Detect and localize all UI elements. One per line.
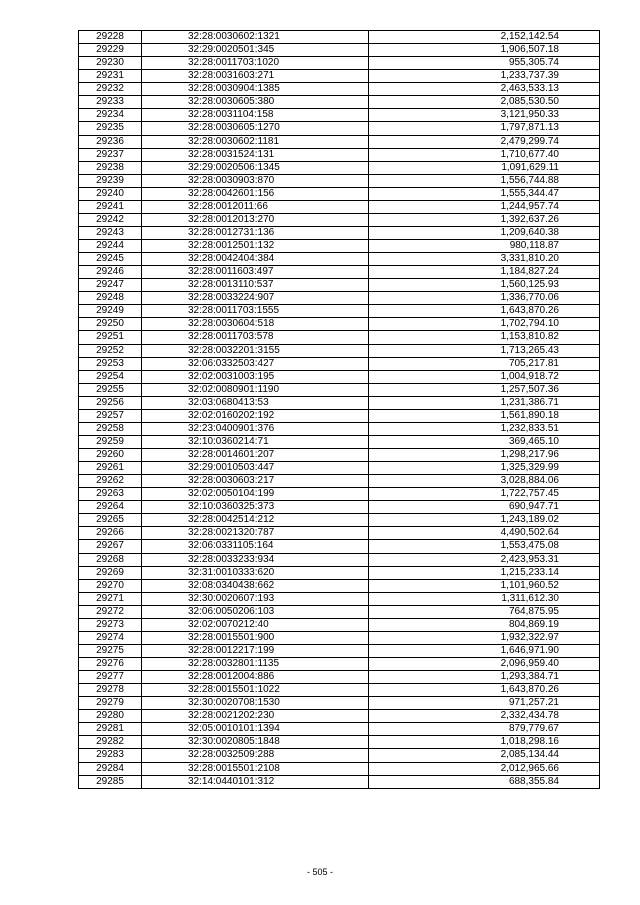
table-row [79, 70, 600, 83]
cadastral-number-cell: 32:28:0012011:66 [142, 200, 369, 213]
cadastral-number-cell: 32:28:0012217:199 [142, 644, 369, 657]
amount-cell: 1,713,265.43 [369, 344, 600, 357]
amount-cell: 1,293,384.71 [369, 671, 600, 684]
row-number-cell: 29240 [79, 187, 142, 200]
table-row [79, 266, 600, 279]
cadastral-number-cell: 32:28:0012731:136 [142, 226, 369, 239]
table-row [79, 109, 600, 122]
cadastral-number-cell: 32:28:0030603:217 [142, 475, 369, 488]
row-number-cell: 29258 [79, 422, 142, 435]
table-row [79, 435, 600, 448]
table-row [79, 161, 600, 174]
row-number-cell: 29274 [79, 631, 142, 644]
amount-cell: 4,490,502.64 [369, 527, 600, 540]
row-number-cell: 29244 [79, 240, 142, 253]
cadastral-number-cell: 32:28:0042514:212 [142, 514, 369, 527]
table-row [79, 775, 600, 788]
cadastral-number-cell: 32:31:0010333:620 [142, 566, 369, 579]
row-number-cell: 29278 [79, 684, 142, 697]
amount-cell: 1,722,757.45 [369, 488, 600, 501]
row-number-cell: 29269 [79, 566, 142, 579]
table-row [79, 396, 600, 409]
table-row [79, 370, 600, 383]
amount-cell: 1,906,507.18 [369, 44, 600, 57]
table-row [79, 540, 600, 553]
cadastral-number-cell: 32:28:0014601:207 [142, 449, 369, 462]
amount-cell: 1,244,957.74 [369, 200, 600, 213]
table-row [79, 305, 600, 318]
row-number-cell: 29249 [79, 305, 142, 318]
cadastral-number-cell: 32:28:0021202:230 [142, 710, 369, 723]
amount-cell: 1,325,329.99 [369, 462, 600, 475]
row-number-cell: 29247 [79, 279, 142, 292]
cadastral-number-cell: 32:08:0340438:662 [142, 579, 369, 592]
table-row [79, 658, 600, 671]
amount-cell: 1,561,890.18 [369, 409, 600, 422]
amount-cell: 1,257,507.36 [369, 383, 600, 396]
amount-cell: 1,101,960.52 [369, 579, 600, 592]
table-row [79, 605, 600, 618]
row-number-cell: 29261 [79, 462, 142, 475]
table-row [79, 44, 600, 57]
cadastral-number-cell: 32:28:0031524:131 [142, 148, 369, 161]
cadastral-number-cell: 32:28:0030605:380 [142, 96, 369, 109]
amount-cell: 2,332,434.78 [369, 710, 600, 723]
table-row [79, 697, 600, 710]
cadastral-number-cell: 32:28:0030602:1181 [142, 135, 369, 148]
table-row [79, 357, 600, 370]
amount-cell: 1,311,612.30 [369, 592, 600, 605]
table-row [79, 449, 600, 462]
table-row [79, 57, 600, 70]
table-row [79, 96, 600, 109]
table-row [79, 344, 600, 357]
amount-cell: 764,875.95 [369, 605, 600, 618]
table-row [79, 226, 600, 239]
row-number-cell: 29256 [79, 396, 142, 409]
amount-cell: 1,209,640.38 [369, 226, 600, 239]
cadastral-number-cell: 32:03:0680413:53 [142, 396, 369, 409]
table-row [79, 187, 600, 200]
table-row [79, 762, 600, 775]
row-number-cell: 29231 [79, 70, 142, 83]
amount-cell: 1,646,971.90 [369, 644, 600, 657]
row-number-cell: 29228 [79, 31, 142, 44]
row-number-cell: 29284 [79, 762, 142, 775]
cadastral-number-cell: 32:02:0070212:40 [142, 618, 369, 631]
row-number-cell: 29264 [79, 501, 142, 514]
amount-cell: 1,091,629.11 [369, 161, 600, 174]
amount-cell: 1,392,637.26 [369, 213, 600, 226]
amount-cell: 1,556,744.88 [369, 174, 600, 187]
table-row [79, 279, 600, 292]
cadastral-number-cell: 32:28:0012004:886 [142, 671, 369, 684]
table-row [79, 527, 600, 540]
amount-cell: 1,153,810.82 [369, 331, 600, 344]
cadastral-number-cell: 32:28:0011603:497 [142, 266, 369, 279]
cadastral-number-cell: 32:28:0030903:870 [142, 174, 369, 187]
amount-cell: 1,336,770.06 [369, 292, 600, 305]
cadastral-number-cell: 32:28:0030904:1385 [142, 83, 369, 96]
row-number-cell: 29281 [79, 723, 142, 736]
amount-cell: 2,423,953.31 [369, 553, 600, 566]
cadastral-number-cell: 32:28:0031104:158 [142, 109, 369, 122]
row-number-cell: 29234 [79, 109, 142, 122]
cadastral-number-cell: 32:06:0050206:103 [142, 605, 369, 618]
row-number-cell: 29283 [79, 749, 142, 762]
cadastral-number-cell: 32:10:0360214:71 [142, 435, 369, 448]
cadastral-number-cell: 32:23:0400901:376 [142, 422, 369, 435]
row-number-cell: 29236 [79, 135, 142, 148]
amount-cell: 3,121,950.33 [369, 109, 600, 122]
amount-cell: 2,463,533.13 [369, 83, 600, 96]
row-number-cell: 29272 [79, 605, 142, 618]
table-row [79, 135, 600, 148]
row-number-cell: 29250 [79, 318, 142, 331]
cadastral-number-cell: 32:28:0030604:518 [142, 318, 369, 331]
table-row [79, 631, 600, 644]
cadastral-number-cell: 32:05:0010101:1394 [142, 723, 369, 736]
row-number-cell: 29232 [79, 83, 142, 96]
table-row [79, 331, 600, 344]
amount-cell: 2,152,142.54 [369, 31, 600, 44]
row-number-cell: 29275 [79, 644, 142, 657]
table-row [79, 566, 600, 579]
table-row [79, 240, 600, 253]
table-row [79, 31, 600, 44]
table-body [79, 31, 600, 789]
table-row [79, 671, 600, 684]
amount-cell: 2,085,134.44 [369, 749, 600, 762]
amount-cell: 688,355.84 [369, 775, 600, 788]
table-row [79, 409, 600, 422]
row-number-cell: 29253 [79, 357, 142, 370]
amount-cell: 1,215,233.14 [369, 566, 600, 579]
row-number-cell: 29243 [79, 226, 142, 239]
cadastral-number-cell: 32:29:0010503:447 [142, 462, 369, 475]
amount-cell: 2,479,299.74 [369, 135, 600, 148]
row-number-cell: 29245 [79, 253, 142, 266]
row-number-cell: 29239 [79, 174, 142, 187]
amount-cell: 3,331,810.20 [369, 253, 600, 266]
cadastral-number-cell: 32:14:0440101:312 [142, 775, 369, 788]
row-number-cell: 29246 [79, 266, 142, 279]
row-number-cell: 29267 [79, 540, 142, 553]
amount-cell: 2,096,959.40 [369, 658, 600, 671]
row-number-cell: 29263 [79, 488, 142, 501]
table-row [79, 213, 600, 226]
row-number-cell: 29285 [79, 775, 142, 788]
cadastral-number-cell: 32:28:0031603:271 [142, 70, 369, 83]
row-number-cell: 29254 [79, 370, 142, 383]
row-number-cell: 29242 [79, 213, 142, 226]
cadastral-number-cell: 32:28:0013110:537 [142, 279, 369, 292]
cadastral-number-cell: 32:28:0015501:900 [142, 631, 369, 644]
page-number: - 505 - [306, 867, 333, 877]
cadastral-number-cell: 32:02:0080901:1190 [142, 383, 369, 396]
table-row [79, 148, 600, 161]
amount-cell: 1,797,871.13 [369, 122, 600, 135]
table-row [79, 253, 600, 266]
row-number-cell: 29273 [79, 618, 142, 631]
amount-cell: 1,298,217.96 [369, 449, 600, 462]
row-number-cell: 29265 [79, 514, 142, 527]
amount-cell: 1,184,827.24 [369, 266, 600, 279]
table-row [79, 553, 600, 566]
cadastral-number-cell: 32:28:0011703:1020 [142, 57, 369, 70]
cadastral-number-cell: 32:28:0033233:934 [142, 553, 369, 566]
row-number-cell: 29229 [79, 44, 142, 57]
row-number-cell: 29233 [79, 96, 142, 109]
amount-cell: 2,085,530.50 [369, 96, 600, 109]
cadastral-number-cell: 32:28:0011703:578 [142, 331, 369, 344]
row-number-cell: 29268 [79, 553, 142, 566]
amount-cell: 369,465.10 [369, 435, 600, 448]
amount-cell: 1,555,344.47 [369, 187, 600, 200]
amount-cell: 1,643,870.26 [369, 684, 600, 697]
table-row [79, 684, 600, 697]
table-row [79, 736, 600, 749]
amount-cell: 804,869.19 [369, 618, 600, 631]
amount-cell: 1,560,125.93 [369, 279, 600, 292]
table-row [79, 200, 600, 213]
table-row [79, 488, 600, 501]
amount-cell: 1,233,737.39 [369, 70, 600, 83]
cadastral-number-cell: 32:28:0042601:156 [142, 187, 369, 200]
cadastral-number-cell: 32:28:0015501:1022 [142, 684, 369, 697]
cadastral-number-cell: 32:10:0360325:373 [142, 501, 369, 514]
table-row [79, 83, 600, 96]
cadastral-number-cell: 32:30:0020708:1530 [142, 697, 369, 710]
row-number-cell: 29282 [79, 736, 142, 749]
row-number-cell: 29257 [79, 409, 142, 422]
row-number-cell: 29237 [79, 148, 142, 161]
cadastral-number-cell: 32:28:0015501:2108 [142, 762, 369, 775]
row-number-cell: 29260 [79, 449, 142, 462]
row-number-cell: 29238 [79, 161, 142, 174]
cadastral-number-cell: 32:30:0020805:1848 [142, 736, 369, 749]
cadastral-number-cell: 32:28:0030602:1321 [142, 31, 369, 44]
row-number-cell: 29276 [79, 658, 142, 671]
row-number-cell: 29235 [79, 122, 142, 135]
table-row [79, 592, 600, 605]
amount-cell: 705,217.81 [369, 357, 600, 370]
amount-cell: 1,018,298.16 [369, 736, 600, 749]
cadastral-number-cell: 32:28:0030605:1270 [142, 122, 369, 135]
amount-cell: 971,257.21 [369, 697, 600, 710]
cadastral-number-cell: 32:28:0012013:270 [142, 213, 369, 226]
table-row [79, 501, 600, 514]
data-table [78, 30, 600, 789]
row-number-cell: 29270 [79, 579, 142, 592]
table-row [79, 644, 600, 657]
cadastral-number-cell: 32:02:0050104:199 [142, 488, 369, 501]
cadastral-number-cell: 32:28:0011703:1555 [142, 305, 369, 318]
amount-cell: 1,643,870.26 [369, 305, 600, 318]
document-page [78, 30, 599, 789]
row-number-cell: 29251 [79, 331, 142, 344]
row-number-cell: 29259 [79, 435, 142, 448]
amount-cell: 955,305.74 [369, 57, 600, 70]
cadastral-number-cell: 32:28:0032509:288 [142, 749, 369, 762]
table-row [79, 579, 600, 592]
row-number-cell: 29266 [79, 527, 142, 540]
row-number-cell: 29271 [79, 592, 142, 605]
amount-cell: 1,553,475.08 [369, 540, 600, 553]
amount-cell: 3,028,884.06 [369, 475, 600, 488]
row-number-cell: 29280 [79, 710, 142, 723]
table-row [79, 318, 600, 331]
table-row [79, 174, 600, 187]
table-row [79, 749, 600, 762]
cadastral-number-cell: 32:02:0160202:192 [142, 409, 369, 422]
table-row [79, 475, 600, 488]
cadastral-number-cell: 32:28:0012501:132 [142, 240, 369, 253]
table-row [79, 462, 600, 475]
row-number-cell: 29255 [79, 383, 142, 396]
row-number-cell: 29279 [79, 697, 142, 710]
row-number-cell: 29262 [79, 475, 142, 488]
cadastral-number-cell: 32:02:0031003:195 [142, 370, 369, 383]
table-row [79, 710, 600, 723]
amount-cell: 690,947.71 [369, 501, 600, 514]
row-number-cell: 29252 [79, 344, 142, 357]
cadastral-number-cell: 32:28:0033224:907 [142, 292, 369, 305]
row-number-cell: 29277 [79, 671, 142, 684]
amount-cell: 879,779.67 [369, 723, 600, 736]
cadastral-number-cell: 32:30:0020607:193 [142, 592, 369, 605]
cadastral-number-cell: 32:28:0032801:1135 [142, 658, 369, 671]
cadastral-number-cell: 32:28:0042404:384 [142, 253, 369, 266]
amount-cell: 1,231,386.71 [369, 396, 600, 409]
table-row [79, 514, 600, 527]
table-row [79, 618, 600, 631]
amount-cell: 1,932,322.97 [369, 631, 600, 644]
cadastral-number-cell: 32:28:0032201:3155 [142, 344, 369, 357]
amount-cell: 1,232,833.51 [369, 422, 600, 435]
row-number-cell: 29241 [79, 200, 142, 213]
table-row [79, 383, 600, 396]
amount-cell: 2,012,965.66 [369, 762, 600, 775]
row-number-cell: 29230 [79, 57, 142, 70]
table-row [79, 723, 600, 736]
cadastral-number-cell: 32:06:0332503:427 [142, 357, 369, 370]
row-number-cell: 29248 [79, 292, 142, 305]
amount-cell: 1,710,677.40 [369, 148, 600, 161]
amount-cell: 980,118.87 [369, 240, 600, 253]
amount-cell: 1,004,918.72 [369, 370, 600, 383]
cadastral-number-cell: 32:28:0021320:787 [142, 527, 369, 540]
table-row [79, 292, 600, 305]
cadastral-number-cell: 32:06:0331105:164 [142, 540, 369, 553]
amount-cell: 1,243,189.02 [369, 514, 600, 527]
table-row [79, 422, 600, 435]
amount-cell: 1,702,794.10 [369, 318, 600, 331]
cadastral-number-cell: 32:29:0020501:345 [142, 44, 369, 57]
table-row [79, 122, 600, 135]
cadastral-number-cell: 32:29:0020506:1345 [142, 161, 369, 174]
